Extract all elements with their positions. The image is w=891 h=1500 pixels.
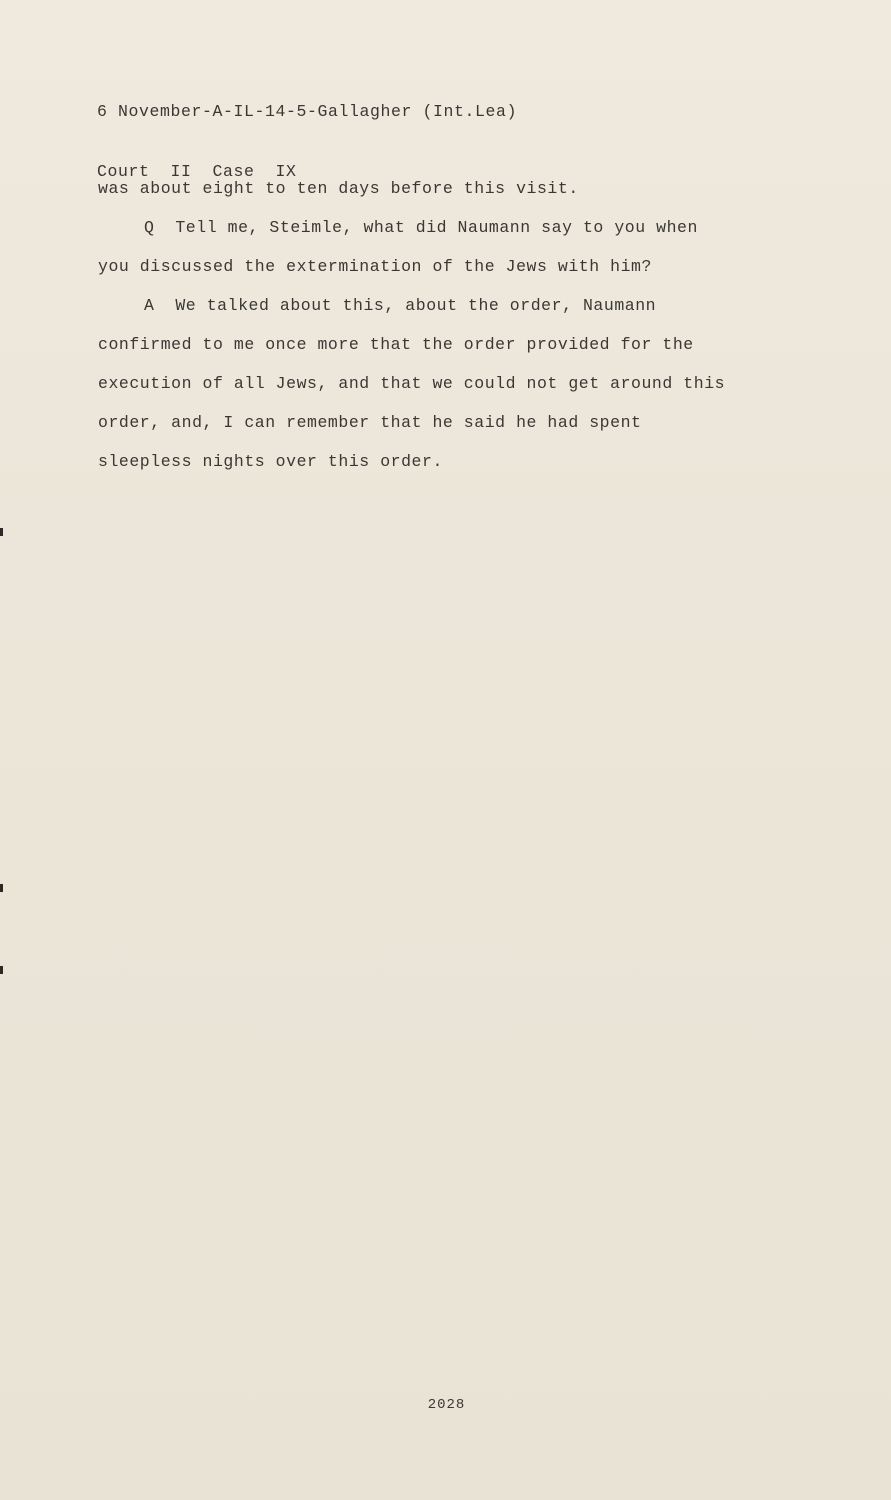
answer-line: A We talked about this, about the order, Naumann	[144, 296, 657, 315]
transcript-line: order, and, I can remember that he said he had spent	[98, 413, 642, 432]
page-number	[0, 1397, 891, 1413]
transcript-line: confirmed to me once more that the order provided for the	[98, 335, 694, 354]
question-line: Q Tell me, Steimle, what did Naumann say to you when	[144, 218, 698, 237]
transcript-line: you discussed the extermination of the Jews with him?	[98, 257, 652, 276]
page-number-text: 2028	[427, 1397, 466, 1413]
page-edge-mark	[0, 966, 3, 974]
transcript-line: was about eight to ten days before this visit.	[98, 179, 579, 198]
page-edge-mark	[0, 884, 3, 892]
header-court-case-line: Court II Case IX	[97, 162, 297, 181]
transcript-body	[98, 176, 818, 488]
transcript-line: execution of all Jews, and that we could not get around this	[98, 374, 726, 393]
transcript-line: sleepless nights over this order.	[98, 452, 443, 471]
header-reference-line: 6 November-A-IL-14-5-Gallagher (Int.Lea)	[97, 102, 518, 121]
page-edge-mark	[0, 528, 3, 536]
